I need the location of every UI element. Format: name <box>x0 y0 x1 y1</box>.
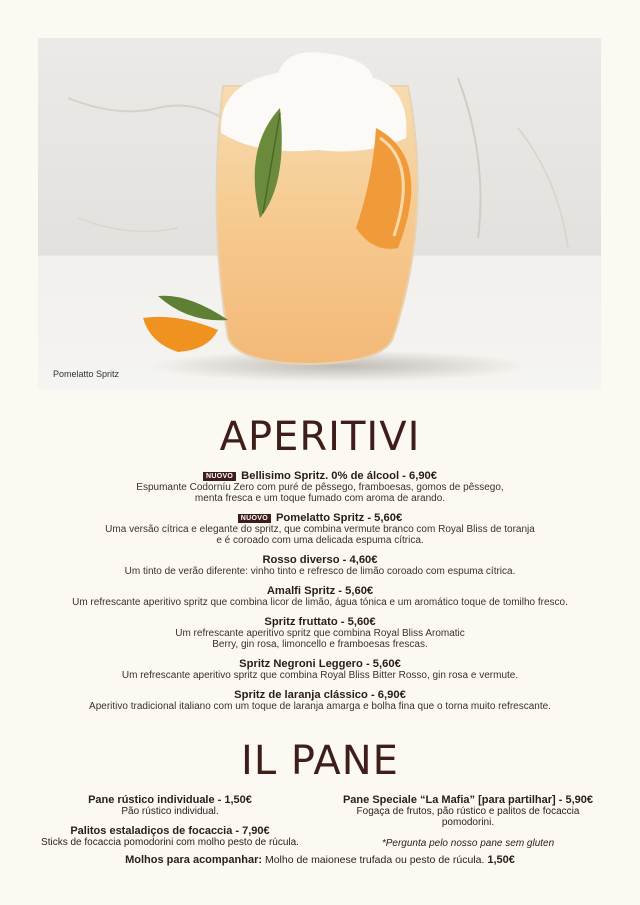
menu-item-name <box>0 585 640 597</box>
menu-item <box>0 512 640 546</box>
menu-item-desc: Aperitivo tradicional italiano com um toque de laranja amarga e bolha fina que o torna muito refrescante. <box>89 701 551 712</box>
pane-item-rustico <box>20 794 320 817</box>
sauces-price: 1,50€ <box>487 854 515 866</box>
aperitivi-title: APERITIVI <box>219 414 421 460</box>
hero-image <box>38 38 601 389</box>
menu-item-desc: Um tinto de verão diferente: vinho tinto e refresco de limão coroado com espuma cítrica. <box>124 566 516 577</box>
photo-caption: Pomelatto Spritz <box>53 369 120 379</box>
menu-item-name <box>0 512 640 524</box>
menu-item-name <box>0 554 640 566</box>
new-badge: NUOVO <box>238 514 271 523</box>
menu-item-desc: menta fresca e um toque fumado com aroma de arando. <box>194 493 446 504</box>
sauces-line <box>0 854 640 866</box>
menu-item-name <box>0 689 640 701</box>
menu-item-desc: Um refrescante aperitivo spritz que combina Royal Bliss Aromatic <box>175 628 465 639</box>
menu-item-desc: Berry, gin rosa, limoncello e framboesas frescas. <box>212 639 428 650</box>
menu-item-title: Spritz fruttato - 5,60€ <box>264 616 376 628</box>
sauces-label: Molhos para acompanhar: <box>125 854 263 866</box>
pane-item-palitos <box>20 825 320 848</box>
menu-item <box>0 616 640 650</box>
menu-item-title: Pomelatto Spritz - 5,60€ <box>275 512 403 524</box>
menu-item-title: Amalfi Spritz - 5,60€ <box>266 585 374 597</box>
pane-item-speciale <box>318 794 618 849</box>
menu-item-title: Spritz de laranja clássico - 6,90€ <box>234 689 406 701</box>
menu-item-name: Pane rústico individuale - 1,50€ <box>88 794 252 806</box>
menu-item-desc: Fogaça de frutos, pão rústico e palitos de focaccia <box>356 806 580 817</box>
aperitivi-list <box>0 470 640 720</box>
sauces-text: Molho de maionese trufada ou pesto de rúcula. <box>264 854 485 866</box>
menu-item-name: Pane Speciale “La Mafia” [para partilhar] - 5,90€ <box>342 794 594 806</box>
menu-item <box>0 470 640 504</box>
menu-item-name <box>0 470 640 482</box>
menu-item-title: Bellisimo Spritz. 0% de álcool - 6,90€ <box>241 470 438 482</box>
menu-item-desc: Pão rústico individual. <box>121 806 219 817</box>
menu-item-desc: Sticks de focaccia pomodorini com molho pesto de rúcula. <box>41 837 299 848</box>
menu-item <box>0 658 640 681</box>
menu-item-desc: Um refrescante aperitivo spritz que combina Royal Bliss Bitter Rosso, gin rosa e vermute. <box>121 670 519 681</box>
menu-item-desc: Um refrescante aperitivo spritz que combina licor de limão, água tónica e um aromático toque de tomilho fresco. <box>72 597 568 608</box>
spritz-photo <box>38 38 601 389</box>
pane-title: IL PANE <box>241 738 399 784</box>
menu-item-name: Palitos estaladiços de focaccia - 7,90€ <box>70 825 270 837</box>
new-badge: NUOVO <box>203 472 236 481</box>
menu-item <box>0 585 640 608</box>
menu-item-name <box>0 616 640 628</box>
menu-item-name <box>0 658 640 670</box>
gluten-note: *Pergunta pelo nosso pane sem gluten <box>381 838 555 849</box>
menu-item-desc: Uma versão cítrica e elegante do spritz, que combina vermute branco com Royal Bliss de toranja <box>105 524 535 535</box>
menu-item-title: Spritz Negroni Leggero - 5,60€ <box>239 658 401 670</box>
menu-item-desc: e é coroado com uma delicada espuma cítrica. <box>216 535 424 546</box>
menu-item-desc: pomodorini. <box>441 817 495 828</box>
menu-item-title: Rosso diverso - 4,60€ <box>262 554 378 566</box>
menu-item <box>0 689 640 712</box>
menu-item-desc: Espumante Codorníu Zero com puré de pêssego, framboesas, gomos de pêssego, <box>136 482 504 493</box>
menu-item <box>0 554 640 577</box>
